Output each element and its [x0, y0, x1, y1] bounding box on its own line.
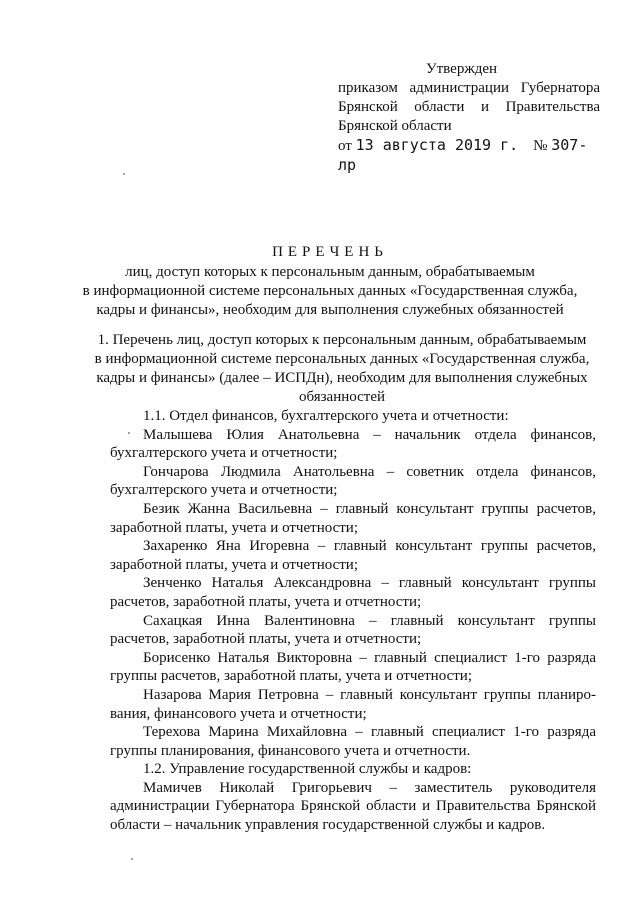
subtitle-line: лиц, доступ которых к персональным данным, обрабатываемым: [125, 264, 535, 280]
date-prefix: от: [338, 138, 352, 154]
section-title-line: 1. Перечень лиц, доступ которых к персональным данным, обрабатываемым: [97, 332, 587, 348]
approval-line-1: приказом администрации Губернатора: [338, 80, 600, 96]
scan-speck: [123, 173, 125, 175]
scan-speck: [128, 432, 130, 434]
scan-speck: [131, 858, 133, 860]
handwritten-number: 307-лр: [338, 136, 588, 174]
document-body: [110, 407, 596, 835]
person-entry: Захаренко Яна Игоревна – главный консультант группы расчетов, заработной платы, учета и отчетности;: [110, 538, 596, 573]
person-entry: Малышева Юлия Анатольевна – начальник отдела финансов, бухгалтерского учета и отчетности;: [110, 426, 596, 462]
person-entry: Зенченко Наталья Александровна – главный консультант группы расчетов, заработной платы, учета и отчетности;: [110, 575, 596, 610]
subtitle-line: в информационной системе персональных данных «Государственная служба,: [82, 283, 578, 299]
number-prefix: №: [533, 138, 548, 154]
approval-title: Утвержден: [426, 61, 498, 77]
person-entry: Мамичев Николай Григорьевич – заместитель руководителя администрации Губернатора Брянской области и Правительства Брянской области – начальник управления государственной службы и кадров.: [110, 779, 596, 834]
person-entry: Назарова Мария Петровна – главный консультант группы планиро-вания, финансового учета и отчетности;: [110, 686, 596, 722]
person-entry: Сахацкая Инна Валентиновна – главный консультант группы расчетов, заработной платы, учета и отчетности;: [110, 612, 596, 648]
person-entry: Борисенко Наталья Викторовна – главный специалист 1-го разряда группы расчетов, заработной платы, учета и отчетности;: [110, 649, 596, 685]
section-title-line: обязанностей: [298, 389, 386, 405]
approval-line-3: Брянской области: [338, 118, 452, 134]
section-1-title: [92, 331, 592, 407]
subsection-heading: 1.1. Отдел финансов, бухгалтерского учета и отчетности:: [143, 408, 509, 424]
subtitle-line: кадры и финансы», необходим для выполнения служебных обязанностей: [96, 302, 564, 318]
handwritten-date: 13 августа 2019 г.: [355, 136, 519, 154]
approval-block: [338, 60, 600, 176]
approval-date-line: [338, 136, 600, 176]
document-subtitle: [80, 263, 580, 320]
subsection-heading: 1.2. Управление государственной службы и кадров:: [143, 761, 472, 778]
section-title-line: кадры и финансы» (далее – ИСПДн), необходим для выполнения служебных: [96, 370, 588, 386]
person-entry: Гончарова Людмила Анатольевна – советник отдела финансов, бухгалтерского учета и отчетности;: [110, 463, 596, 499]
approval-line-2: Брянской области и Правительства: [338, 99, 600, 115]
section-title-line: в информационной системе персональных данных «Государственная служба,: [94, 351, 590, 367]
person-entry: Безик Жанна Васильевна – главный консультант группы расчетов, заработной платы, учета и отчетности;: [110, 500, 596, 536]
document-title: ПЕРЕЧЕНЬ: [272, 244, 388, 260]
person-entry: Терехова Марина Михайловна – главный специалист 1-го разряда группы планирования, финансового учета и отчетности.: [110, 724, 596, 759]
